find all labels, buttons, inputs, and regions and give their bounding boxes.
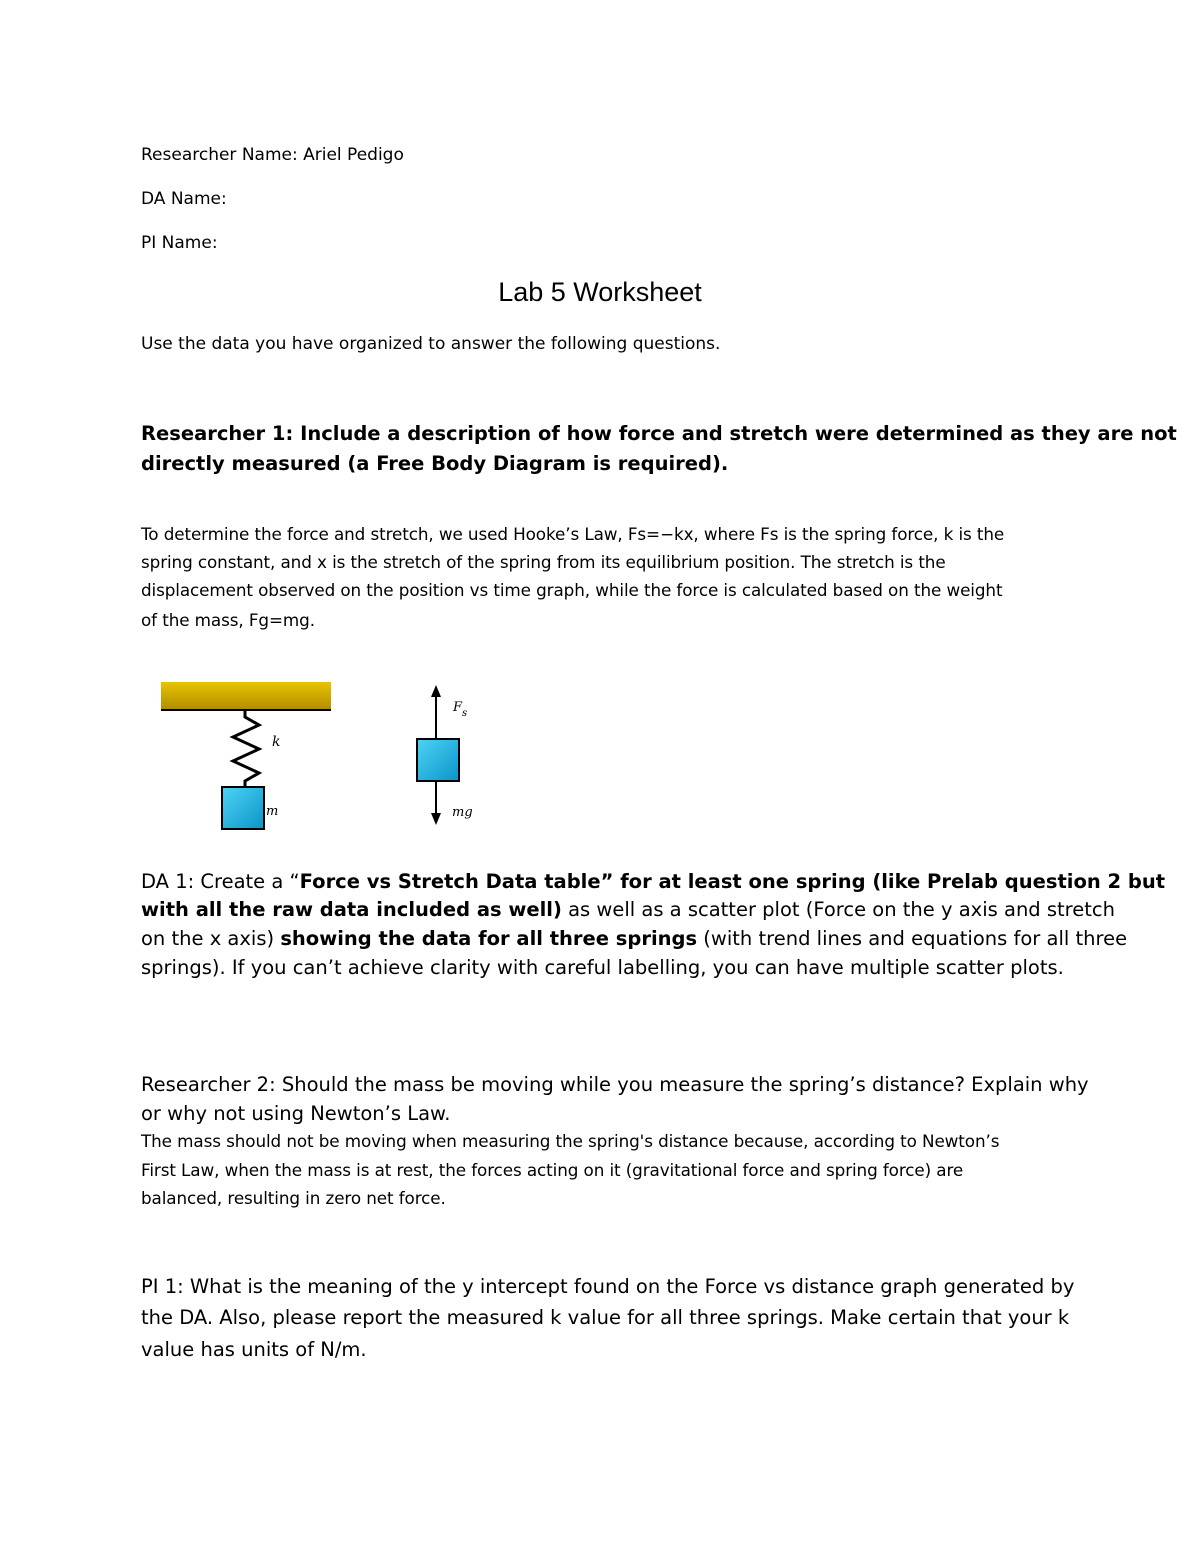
researcher2-question-line2: or why not using Newton’s Law. xyxy=(141,1102,451,1125)
pi1-line2: the DA. Also, please report the measured k value for all three springs. Make certain that your k xyxy=(141,1306,1070,1329)
mass-m-label: m xyxy=(266,804,279,819)
researcher-name: Researcher Name: Ariel Pedigo xyxy=(141,145,404,165)
mg-force-label: mg xyxy=(452,805,473,820)
intro-text: Use the data you have organized to answer the following questions. xyxy=(141,334,721,354)
da1-line3: on the x axis) showing the data for all three springs (with trend lines and equations for all three xyxy=(141,927,1128,950)
pi1-line1: PI 1: What is the meaning of the y intercept found on the Force vs distance graph generated by xyxy=(141,1275,1075,1298)
researcher1-answer-line3: displacement observed on the position vs time graph, while the force is calculated based on the weight xyxy=(141,580,1003,600)
up-arrow-icon xyxy=(431,685,441,697)
hanging-mass-block xyxy=(222,787,264,829)
researcher2-answer-line1: The mass should not be moving when measuring the spring's distance because, according to Newton’s xyxy=(141,1131,1000,1151)
spring-k-label: k xyxy=(272,734,281,750)
researcher2-answer-line2: First Law, when the mass is at rest, the forces acting on it (gravitational force and spring force) are xyxy=(141,1160,964,1180)
da1-line1: DA 1: Create a “Force vs Stretch Data table” for at least one spring (like Prelab question 2 but xyxy=(141,870,1166,893)
researcher2-answer-line3: balanced, resulting in zero net force. xyxy=(141,1188,446,1208)
researcher1-answer-line4: of the mass, Fg=mg. xyxy=(141,610,315,630)
ceiling xyxy=(161,682,331,710)
researcher1-answer-line1: To determine the force and stretch, we used Hooke’s Law, Fs=−kx, where Fs is the spring force, k is the xyxy=(141,524,1005,544)
spring xyxy=(233,711,259,787)
down-arrow-icon xyxy=(431,813,441,825)
researcher2-question-line1: Researcher 2: Should the mass be moving while you measure the spring’s distance? Explain why xyxy=(141,1073,1089,1096)
da1-line4: springs). If you can’t achieve clarity with careful labelling, you can have multiple scatter plots. xyxy=(141,956,1064,979)
fs-force-label: $F_s$ xyxy=(453,700,468,719)
pi1-line3: value has units of N/m. xyxy=(141,1338,367,1361)
page-title: Lab 5 Worksheet xyxy=(498,277,702,307)
da-name: DA Name: xyxy=(141,189,227,209)
researcher1-question-line2: directly measured (a Free Body Diagram is required). xyxy=(141,452,729,475)
da1-line2: with all the raw data included as well) as well as a scatter plot (Force on the y axis and stretch xyxy=(141,898,1115,921)
pi-name: PI Name: xyxy=(141,233,218,253)
researcher1-answer-line2: spring constant, and x is the stretch of the spring from its equilibrium position. The stretch is the xyxy=(141,552,946,572)
researcher1-question-line1: Researcher 1: Include a description of how force and stretch were determined as they are not xyxy=(141,422,1177,445)
fbd-mass-block xyxy=(417,739,459,781)
free-body-diagram xyxy=(155,675,515,835)
